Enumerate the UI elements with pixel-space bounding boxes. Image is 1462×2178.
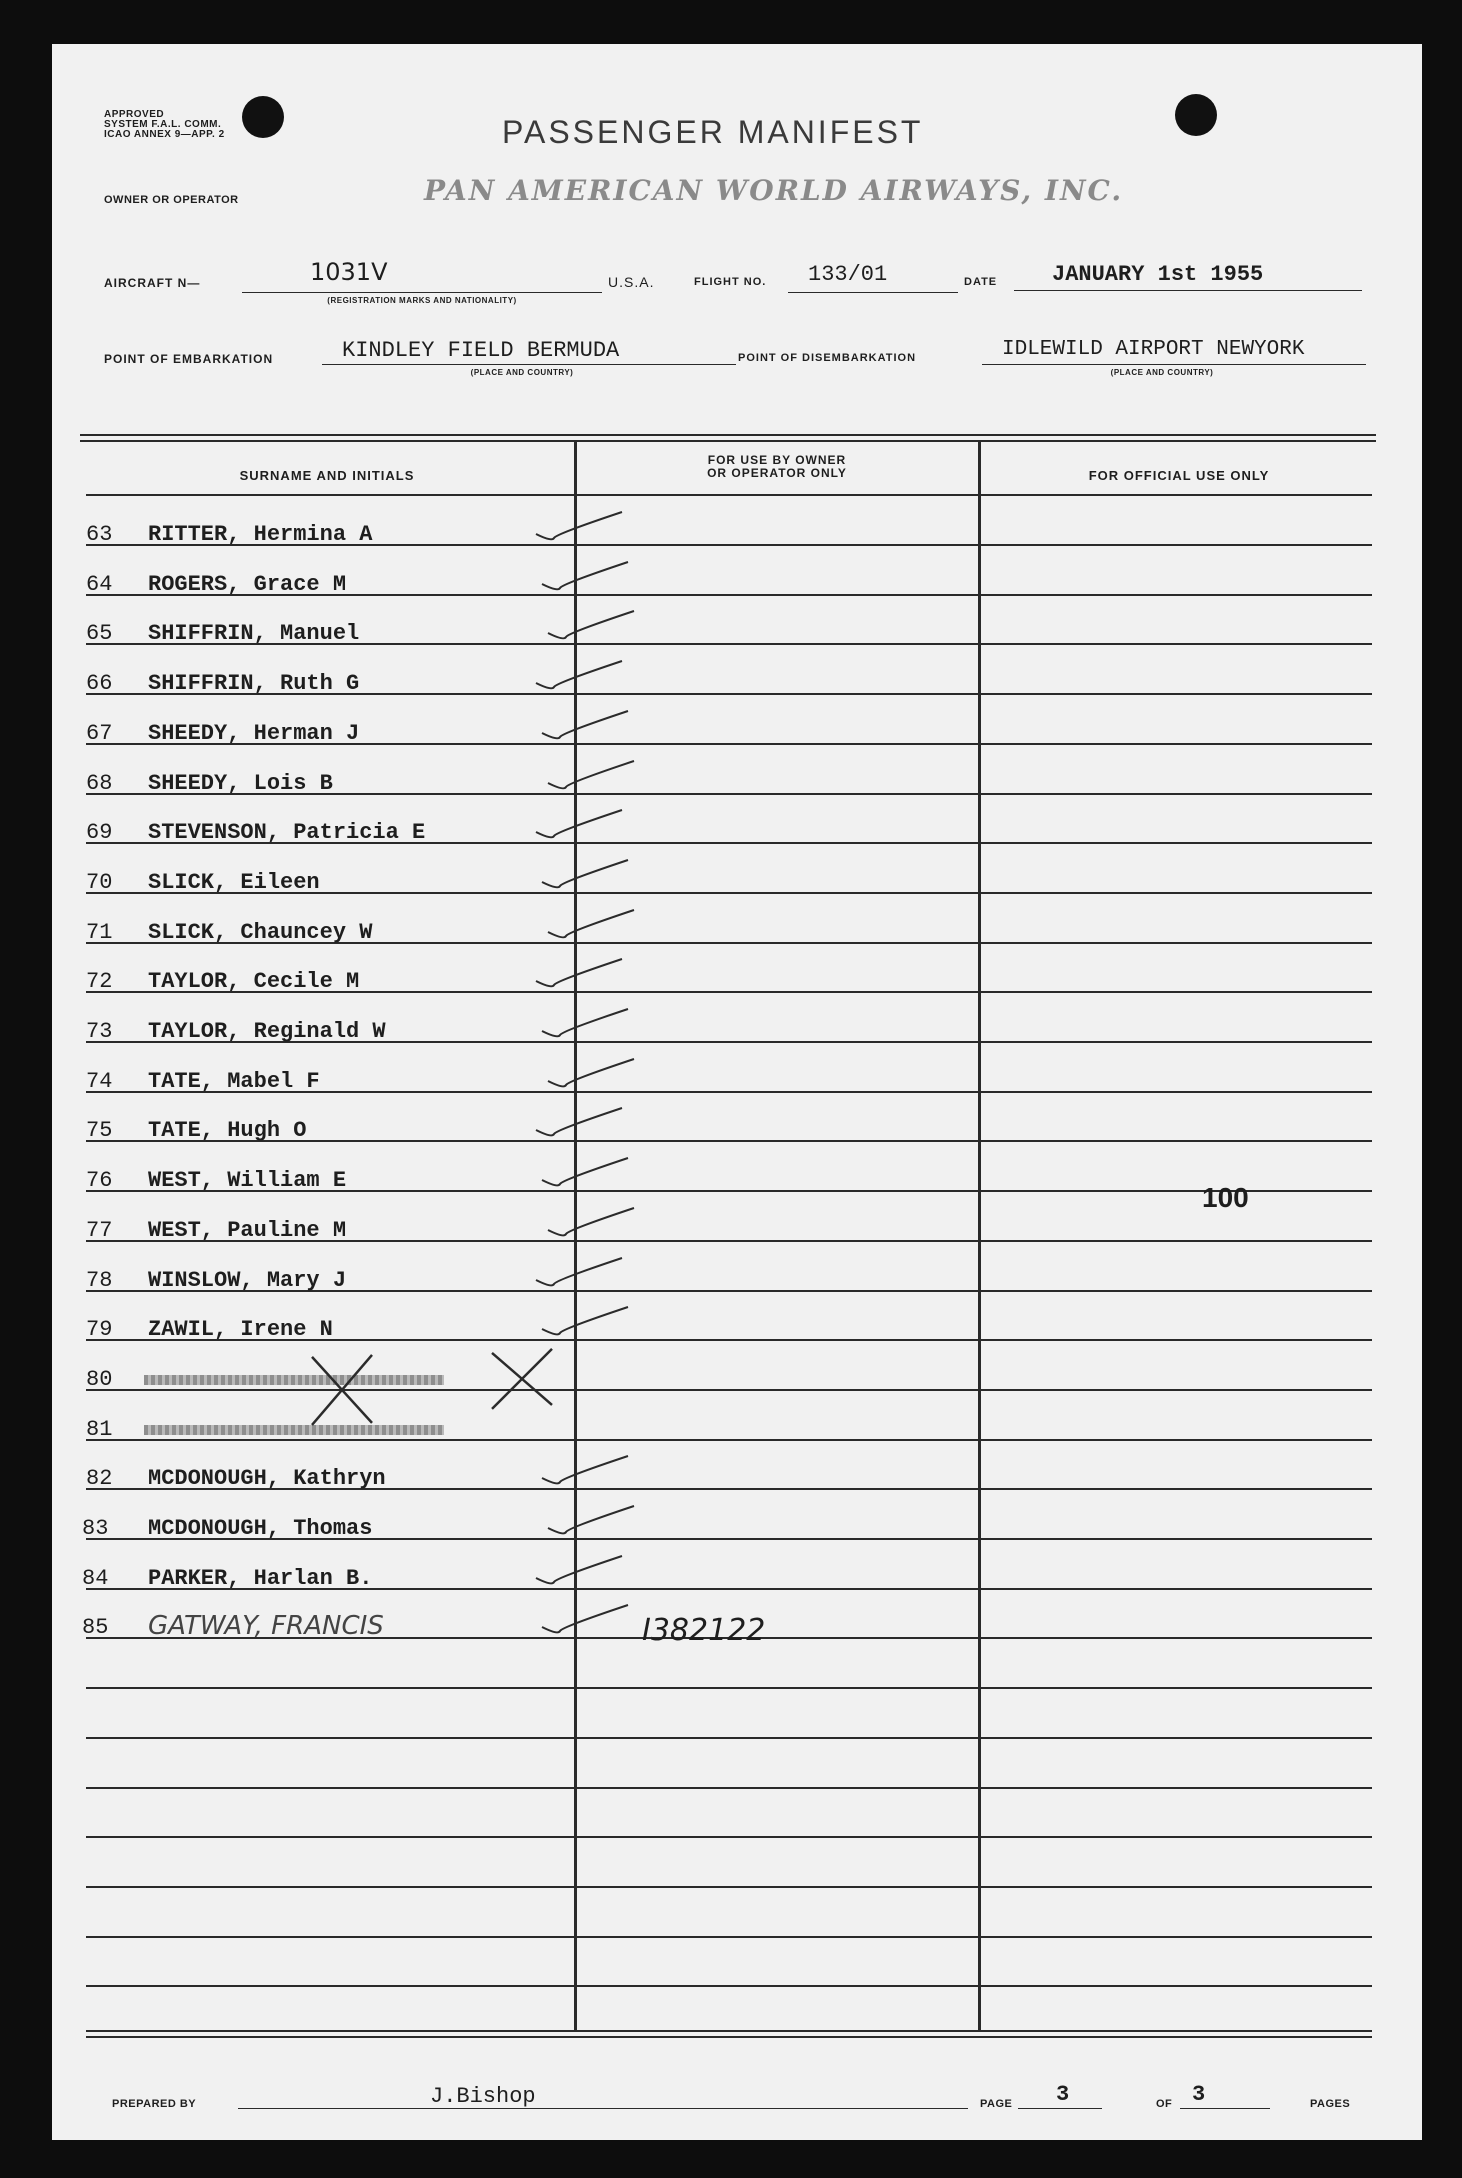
passenger-name: SLICK, Eileen (148, 870, 320, 895)
passenger-number: 80 (86, 1367, 113, 1392)
flight-underline (788, 292, 958, 293)
official-mark: 100 (1202, 1182, 1249, 1213)
column-header-owner-line: OR OPERATOR ONLY (707, 466, 847, 480)
aircraft-caption: (REGISTRATION MARKS AND NATIONALITY) (327, 296, 517, 305)
checkmark-icon (548, 1208, 634, 1235)
column-header-owner (582, 454, 972, 480)
passenger-name: WEST, Pauline M (148, 1218, 347, 1243)
passenger-name: TATE, Hugh O (148, 1118, 307, 1143)
of-label: OF (1156, 2098, 1173, 2110)
checkmark-icon (542, 1605, 628, 1632)
checkmark-icon (542, 1158, 628, 1185)
passenger-number: 82 (86, 1466, 113, 1491)
column-header-official: FOR OFFICIAL USE ONLY (1088, 468, 1270, 483)
passenger-number: 83 (82, 1516, 109, 1541)
checkmark-icon (548, 611, 634, 638)
prepared-label: PREPARED BY (112, 2098, 197, 2110)
passenger-name: WEST, William E (148, 1168, 347, 1193)
checkmark-icon (542, 860, 628, 887)
table-top-rule-2 (80, 440, 1376, 442)
disembarkation-caption: (PLACE AND COUNTRY) (1110, 368, 1214, 377)
page-label: PAGE (980, 2098, 1013, 2110)
form-title: PASSENGER MANIFEST (502, 114, 924, 150)
date-underline (1014, 290, 1362, 291)
page-number: 3 (1056, 2082, 1070, 2107)
passenger-name: SHIFFRIN, Ruth G (148, 671, 360, 696)
passenger-number: 73 (86, 1019, 113, 1044)
passenger-number: 65 (86, 621, 113, 646)
row-rule (86, 1985, 1372, 1987)
passenger-number: 84 (82, 1566, 109, 1591)
cross-out-icon (492, 1349, 552, 1409)
checkmark-icon (548, 1506, 634, 1533)
row-rule (86, 1389, 1372, 1391)
passenger-number: 72 (86, 969, 113, 994)
column-divider-1 (574, 440, 577, 2030)
operator-name: PAN AMERICAN WORLD AIRWAYS, INC. (424, 174, 1124, 207)
header-rule (86, 494, 1372, 496)
of-underline (1180, 2108, 1270, 2109)
disembarkation-label: POINT OF DISEMBARKATION (738, 352, 917, 364)
disembarkation-value: IDLEWILD AIRPORT NEWYORK (1002, 338, 1305, 361)
checkmark-icon (542, 1456, 628, 1483)
checkmark-icon (548, 910, 634, 937)
approval-line: SYSTEM F.A.L. COMM. (104, 119, 222, 130)
flight-date: JANUARY 1st 1955 (1052, 262, 1264, 287)
passenger-name: SHIFFRIN, Manuel (148, 621, 360, 646)
passenger-name: TAYLOR, Cecile M (148, 969, 360, 994)
country-label: U.S.A. (608, 274, 655, 290)
passenger-number: 81 (86, 1417, 113, 1442)
approval-line: APPROVED (104, 109, 165, 120)
checkmark-icon (536, 1108, 622, 1135)
passenger-name: SHEEDY, Herman J (148, 721, 360, 746)
checkmark-icon (542, 562, 628, 589)
passenger-name: SHEEDY, Lois B (148, 771, 333, 796)
row-rule (86, 1836, 1372, 1838)
table-bottom-rule-2 (86, 2036, 1372, 2038)
prepared-by-value: J.Bishop (430, 2084, 536, 2109)
punch-hole-right (1175, 94, 1217, 136)
struck-out-entry (144, 1375, 444, 1385)
prepared-underline (238, 2108, 968, 2109)
row-rule (86, 1737, 1372, 1739)
checkmark-icon (536, 810, 622, 837)
flight-label: FLIGHT NO. (694, 276, 767, 288)
embarkation-caption: (PLACE AND COUNTRY) (470, 368, 574, 377)
approval-line: ICAO ANNEX 9—APP. 2 (104, 129, 225, 140)
column-header-names: SURNAME AND INITIALS (239, 468, 415, 483)
checkmark-icon (536, 959, 622, 986)
passenger-number: 77 (86, 1218, 113, 1243)
aircraft-underline (242, 292, 602, 293)
checkmark-icon (542, 1009, 628, 1036)
passenger-name: MCDONOUGH, Kathryn (148, 1466, 386, 1491)
column-divider-2 (978, 440, 981, 2030)
passenger-number: 70 (86, 870, 113, 895)
row-rule (86, 1687, 1372, 1689)
passenger-number: 71 (86, 920, 113, 945)
checkmark-icon (536, 1556, 622, 1583)
passenger-number: 68 (86, 771, 113, 796)
row-rule (86, 1439, 1372, 1441)
date-label: DATE (964, 276, 998, 288)
embarkation-underline (322, 364, 736, 365)
passenger-number: 63 (86, 522, 113, 547)
passenger-name: GATWAY, FRANCIS (148, 1611, 384, 1641)
passenger-name: STEVENSON, Patricia E (148, 820, 426, 845)
passenger-number: 85 (82, 1615, 109, 1640)
passenger-name: SLICK, Chauncey W (148, 920, 373, 945)
passenger-name: TAYLOR, Reginald W (148, 1019, 386, 1044)
row-rule (86, 1886, 1372, 1888)
passenger-number: 79 (86, 1317, 113, 1342)
passenger-number: 64 (86, 572, 113, 597)
flight-number: 133/01 (808, 262, 888, 287)
passenger-number: 74 (86, 1069, 113, 1094)
checkmark-icon (542, 1307, 628, 1334)
embarkation-value: KINDLEY FIELD BERMUDA (342, 338, 620, 363)
table-top-rule (80, 434, 1376, 436)
embarkation-label: POINT OF EMBARKATION (104, 352, 274, 366)
passenger-number: 66 (86, 671, 113, 696)
row-rule (86, 1787, 1372, 1789)
pages-label: PAGES (1310, 2098, 1351, 2110)
approval-block (104, 110, 225, 140)
table-bottom-rule (86, 2030, 1372, 2032)
passenger-number: 78 (86, 1268, 113, 1293)
punch-hole-left (242, 96, 284, 138)
checkmark-icon (536, 661, 622, 688)
passenger-number: 67 (86, 721, 113, 746)
passenger-number: 69 (86, 820, 113, 845)
passenger-name: WINSLOW, Mary J (148, 1268, 347, 1293)
owner-label: OWNER OR OPERATOR (104, 194, 239, 206)
cross-out-icon (492, 1353, 552, 1405)
aircraft-label: AIRCRAFT N— (104, 276, 201, 290)
passenger-name: ROGERS, Grace M (148, 572, 347, 597)
page-underline (1018, 2108, 1102, 2109)
passenger-name: RITTER, Hermina A (148, 522, 373, 547)
checkmark-icon (536, 1258, 622, 1285)
checkmark-icon (542, 711, 628, 738)
checkmark-icon (548, 1059, 634, 1086)
struck-out-entry (144, 1425, 444, 1435)
checkmark-icon (536, 512, 622, 539)
passenger-name: MCDONOUGH, Thomas (148, 1516, 373, 1541)
passenger-number: 76 (86, 1168, 113, 1193)
checkmark-icon (548, 761, 634, 788)
manifest-sheet (52, 44, 1422, 2140)
passenger-name: PARKER, Harlan B. (148, 1566, 373, 1591)
column-header-owner-line: FOR USE BY OWNER (707, 453, 847, 467)
aircraft-registration: 1031V (310, 258, 388, 286)
row-rule (86, 1936, 1372, 1938)
passenger-number: 75 (86, 1118, 113, 1143)
page-total: 3 (1192, 2082, 1206, 2107)
passenger-name: TATE, Mabel F (148, 1069, 320, 1094)
disembarkation-underline (982, 364, 1366, 365)
passenger-name: ZAWIL, Irene N (148, 1317, 333, 1342)
owner-note: I382122 (642, 1613, 766, 1648)
